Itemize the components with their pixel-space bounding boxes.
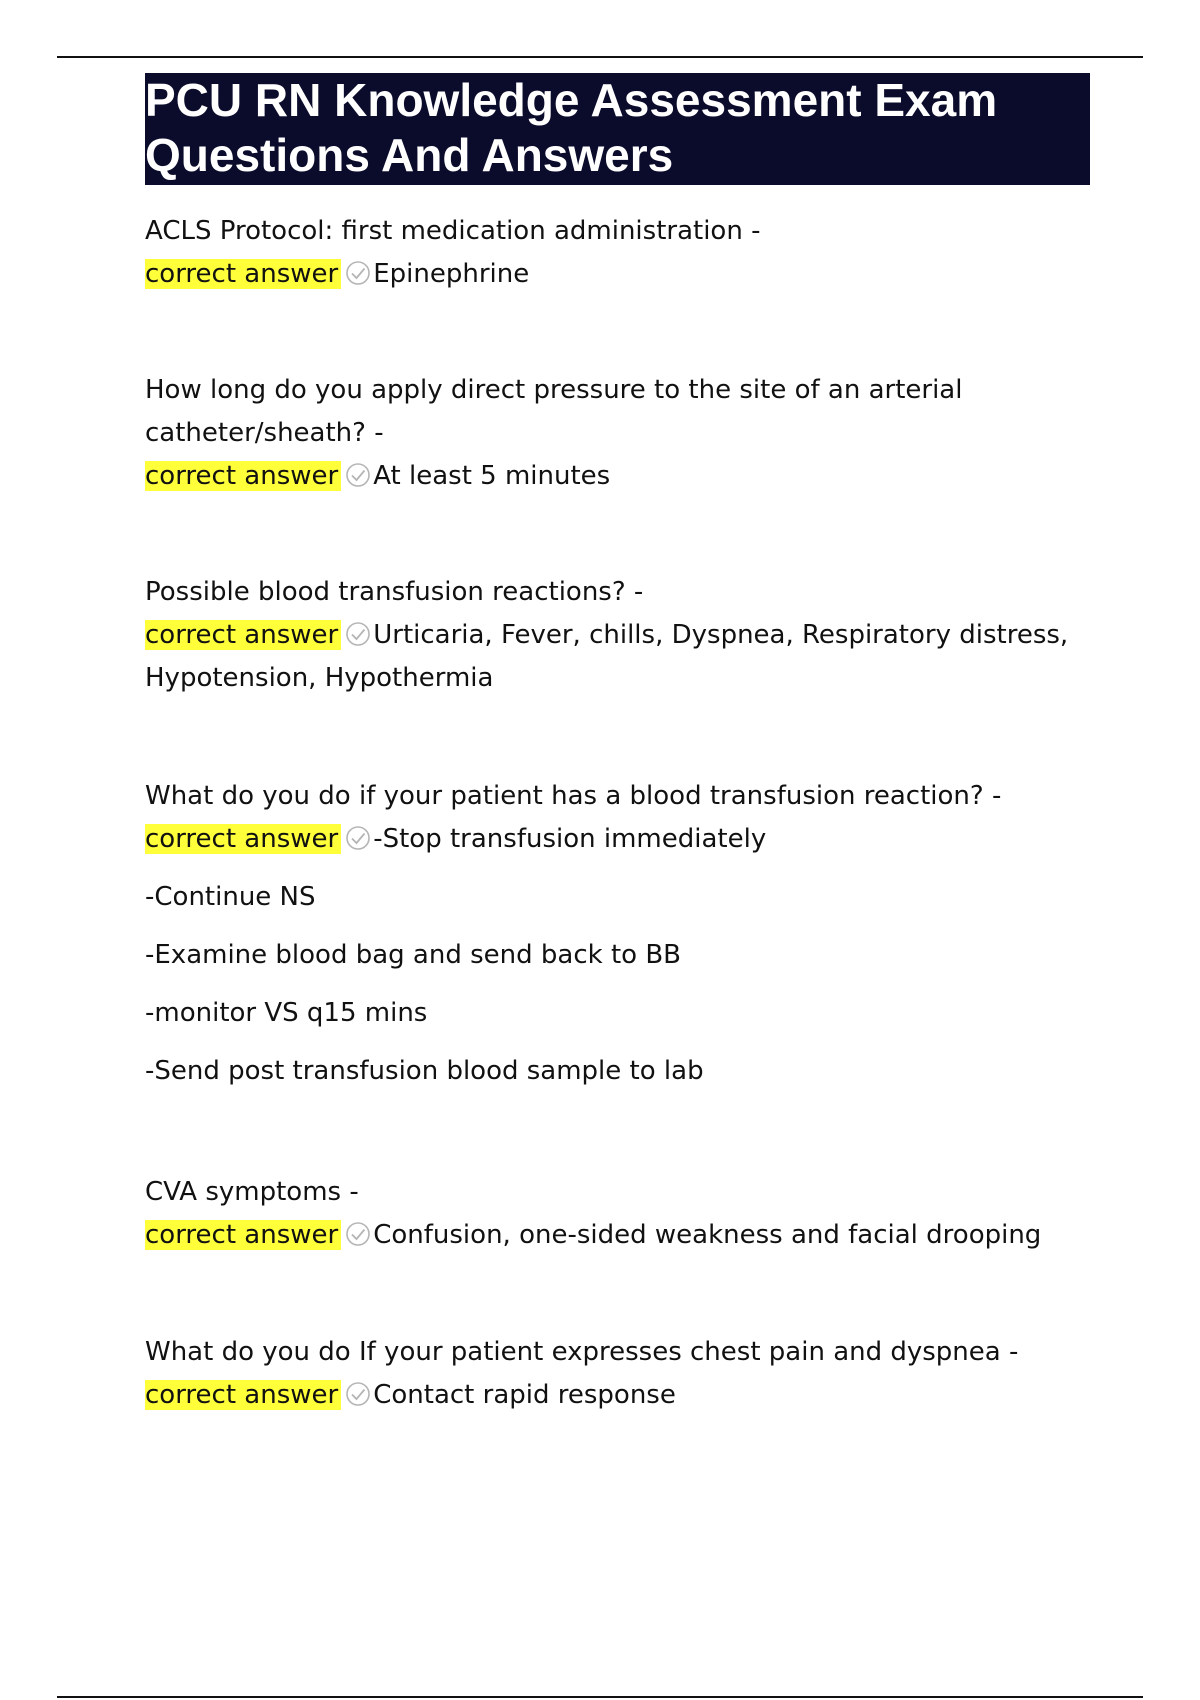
- correct-answer-marker: correct answer: [145, 259, 341, 289]
- qa-item-5: [145, 1171, 1090, 1257]
- question: [145, 369, 1090, 455]
- check-circle-icon: [345, 260, 371, 286]
- correct-answer-marker: correct answer: [145, 620, 341, 650]
- check-circle-icon: [345, 462, 371, 488]
- answer-text: Contact rapid response: [373, 1380, 676, 1410]
- check-circle-icon: [345, 1381, 371, 1407]
- correct-answer-marker: correct answer: [145, 824, 341, 854]
- question: [145, 1331, 1090, 1374]
- question-line: catheter/sheath? -: [145, 418, 384, 448]
- answer-line: [145, 1374, 1090, 1417]
- answer-text: Urticaria, Fever, chills, Dyspnea, Respiratory distress,: [373, 620, 1069, 650]
- answer-step: -Examine blood bag and send back to BB: [145, 940, 681, 970]
- check-circle-icon: [345, 1221, 371, 1247]
- title-line-2: Questions And Answers: [145, 129, 674, 181]
- document-page: [145, 73, 1090, 1410]
- answer-text: Confusion, one-sided weakness and facial drooping: [373, 1220, 1042, 1250]
- correct-answer-marker: correct answer: [145, 1220, 341, 1250]
- qa-item-1: [145, 210, 1090, 296]
- answer-line: [145, 253, 1090, 296]
- question: [145, 210, 1090, 253]
- answer-line: [145, 818, 1090, 861]
- answer-line: [145, 614, 1090, 700]
- answer-line: [145, 455, 1090, 498]
- title-line-1: PCU RN Knowledge Assessment Exam: [145, 74, 998, 126]
- document-title: [145, 73, 1090, 185]
- answer-line: [145, 1214, 1090, 1257]
- question: [145, 775, 1090, 818]
- qa-item-3: [145, 571, 1090, 700]
- question: [145, 1171, 1090, 1214]
- answer-text: At least 5 minutes: [373, 461, 611, 491]
- qa-item-2: [145, 369, 1090, 498]
- check-circle-icon: [345, 825, 371, 851]
- check-circle-icon: [345, 621, 371, 647]
- correct-answer-marker: correct answer: [145, 461, 341, 491]
- answer-text: Epinephrine: [373, 259, 530, 289]
- qa-item-4: [145, 775, 1090, 1093]
- question-line: CVA symptoms -: [145, 1177, 359, 1207]
- qa-item-6: [145, 1331, 1090, 1417]
- top-rule: [57, 56, 1143, 58]
- answer-step: -Continue NS: [145, 882, 316, 912]
- answer-text-continued: Hypotension, Hypothermia: [145, 663, 494, 693]
- correct-answer-marker: correct answer: [145, 1380, 341, 1410]
- question-line: What do you do If your patient expresses chest pain and dyspnea -: [145, 1337, 1019, 1367]
- question-line: What do you do if your patient has a blood transfusion reaction? -: [145, 781, 1002, 811]
- question-line: ACLS Protocol: first medication administration -: [145, 216, 761, 246]
- question-line: Possible blood transfusion reactions? -: [145, 577, 644, 607]
- answer-step: -Send post transfusion blood sample to lab: [145, 1056, 704, 1086]
- question-line: How long do you apply direct pressure to the site of an arterial: [145, 375, 963, 405]
- question: [145, 571, 1090, 614]
- answer-text: -Stop transfusion immediately: [373, 824, 767, 854]
- bottom-rule: [57, 1696, 1143, 1698]
- answer-step: -monitor VS q15 mins: [145, 998, 428, 1028]
